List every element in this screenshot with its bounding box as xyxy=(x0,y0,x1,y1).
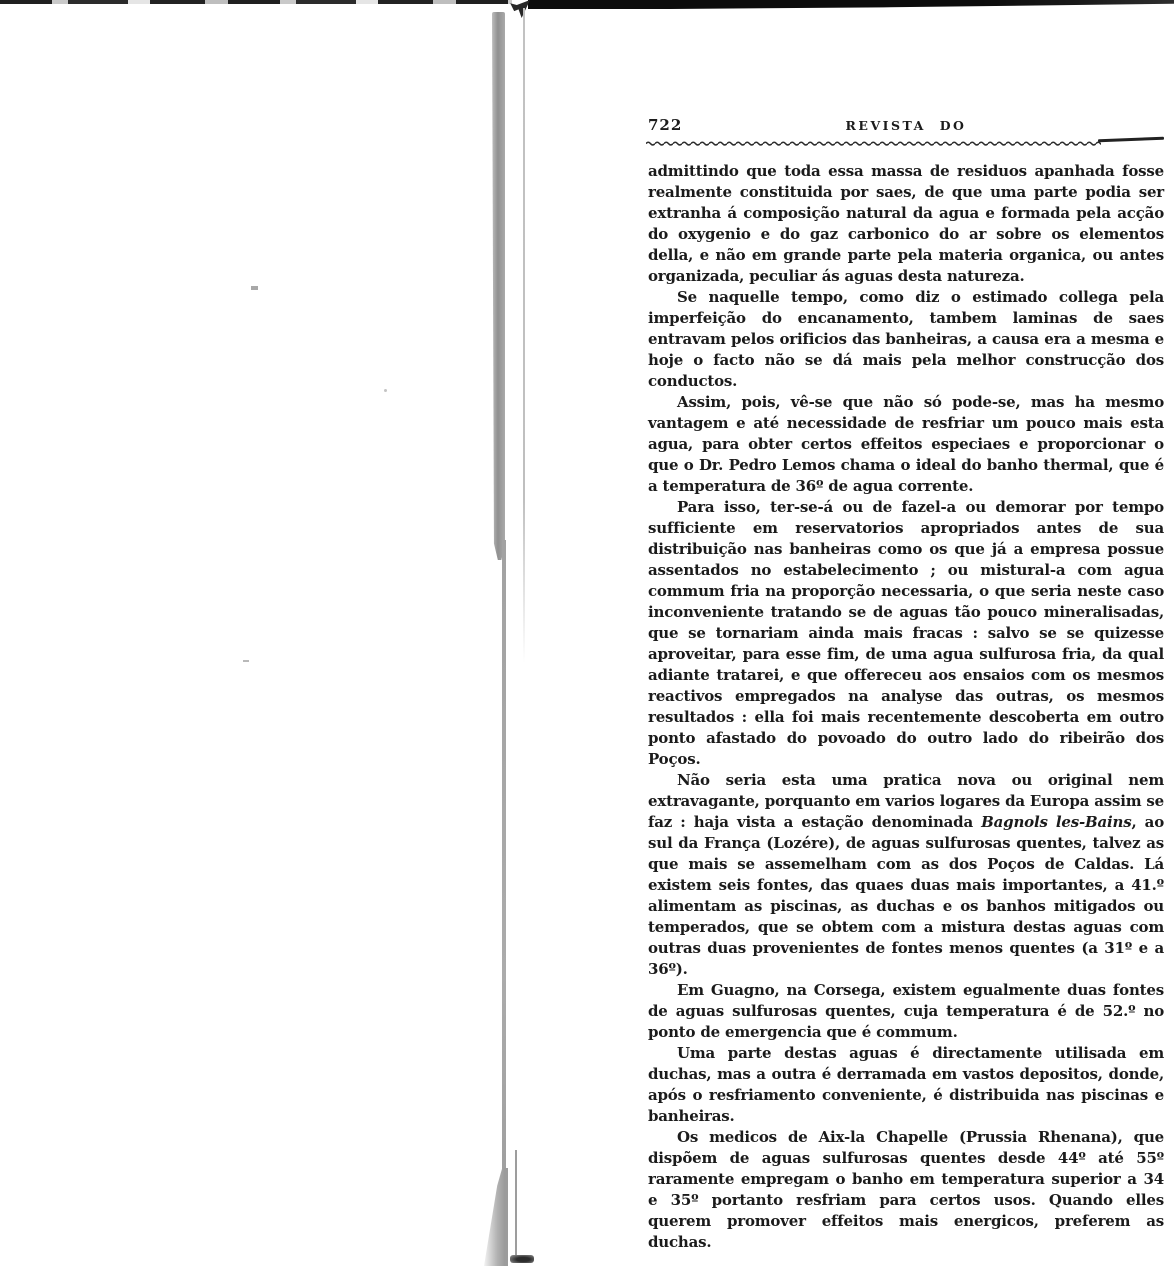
scan-speck xyxy=(243,660,249,662)
paragraph-5-rest: , ao sul da França (Lozére), de aguas sulfurosas quentes, talvez as que mais se assemelham com as dos Poços de Caldas. Lá existem seis fontes, das quaes duas mais importantes, a 41.º alimentam as piscinas, as duchas e os banhos mitigados ou temperados, que se obtem com a mistura destas aguas com outras duas provenientes de fontes menos quentes (a 31º e a 36º). xyxy=(648,813,1165,978)
scan-artifact-bottom-blob xyxy=(510,1255,534,1263)
scan-speck xyxy=(384,389,387,392)
paragraph-3: Assim, pois, vê-se que não só pode-se, mas ha mesmo vantagem e até necessidade de resfriar um pouco mais esta agua, para obter certos effeitos especiaes e proporcionar o que o Dr. Pedro Lemos chama o ideal do banho thermal, que é a temperatura de 36º de agua corrente. xyxy=(648,393,1164,495)
scan-speck xyxy=(251,286,258,290)
scan-artifact-top-edge-left xyxy=(0,0,512,4)
header-rule-wavy-line xyxy=(646,140,1101,147)
page-number: 722 xyxy=(648,116,683,134)
paragraph-5 xyxy=(648,770,1164,980)
paragraph-6: Em Guagno, na Corsega, existem egualmente duas fontes de aguas sulfurosas quentes, cuja temperatura é de 52.º no ponto de emergencia que é commum. xyxy=(648,981,1164,1041)
paragraph-8: Os medicos de Aix-la Chapelle (Prussia Rhenana), que dispõem de aguas sulfurosas quentes desde 44º até 55º raramente empregam o banho em temperatura superior a 34 e 35º portanto resfriam para certos usos. Quando elles querem promover effeitos mais energicos, preferem as duchas. xyxy=(648,1128,1164,1251)
station-name-italic: Bagnols les-Bains xyxy=(981,813,1132,831)
paragraph-1: admittindo que toda essa massa de residuos apanhada fosse realmente constituida por saes, de que uma parte podia ser extranha á composição natural da agua e formada pela acção do oxygenio e do gaz carbonico do ar sobre os elementos della, e não em grande parte pela materia organica, ou antes organizada, peculiar ás aguas desta natureza. xyxy=(648,162,1164,285)
paragraph-4: Para isso, ter-se-á ou de fazel-a ou demorar por tempo sufficiente em reservatorios apropriados antes de sua distribuição nas banheiras como os que já a empresa possue assentados no estabelecimento ; ou mistural-a com agua commum fria na proporção necessaria, o que seria neste caso inconveniente tratando se de aguas tão pouco mineralisadas, que se tornariam ainda mais fracas : salvo se se quizesse aproveitar, para esse fim, de uma agua sulfurosa fria, da qual adiante tratarei, e que offereceu aos ensaios com os mesmos reactivos empregados na analyse das outras, os mesmos resultados : ella foi mais recentemente descoberta em outro ponto afastado do povoado do outro lado do ribeirão dos Poços. xyxy=(648,498,1164,768)
paragraph-2: Se naquelle tempo, como diz o estimado collega pela imperfeição do encanamento, tambem laminas de saes entravam pelos orificios das banheiras, a causa era a mesma e hoje o facto não se dá mais pela melhor construcção dos conductos. xyxy=(648,288,1164,390)
running-header xyxy=(648,116,1164,136)
binding-gutter-funnel-shadow xyxy=(484,1168,508,1266)
scan-artifact-top-edge-right xyxy=(528,0,1174,9)
article-body xyxy=(648,161,1164,1253)
binding-gutter-thin-line xyxy=(523,8,525,663)
binding-gutter-line xyxy=(502,540,506,1266)
binding-gutter-bottom-line xyxy=(515,1150,517,1262)
binding-gutter-shadow-bar xyxy=(492,12,505,560)
header-rule-end-segment xyxy=(1098,137,1164,142)
paragraph-5-lead: Não seria esta uma pratica nova ou original nem extravagante, porquanto em varios logares da Europa assim se faz : haja vista a estação denominada xyxy=(648,771,1164,831)
journal-title: REVISTA DO xyxy=(845,118,967,133)
paragraph-7: Uma parte destas aguas é directamente utilisada em duchas, mas a outra é derramada em vastos depositos, donde, após o resfriamento conveniente, é distribuida nas piscinas e banheiras. xyxy=(648,1044,1164,1125)
